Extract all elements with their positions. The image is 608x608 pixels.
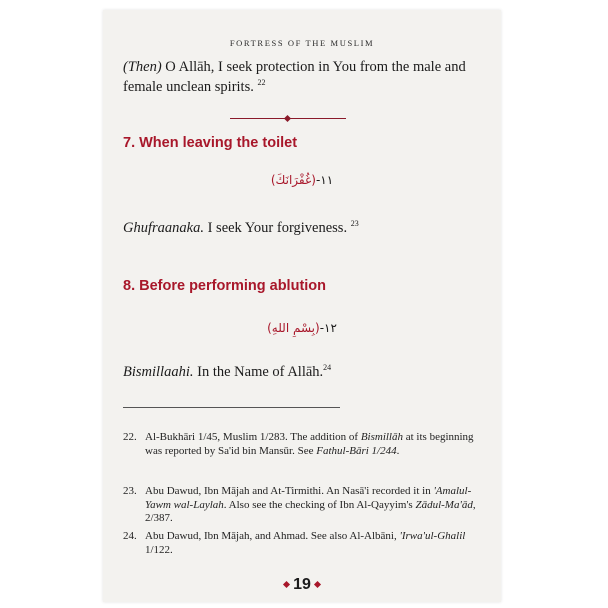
footnote-23 — [123, 485, 491, 526]
footnote-text: Abu Dawud, Ibn Mājah, and Ahmad. See also Al-Albāni, 'Irwa'ul-Ghalil 1/122. — [145, 530, 466, 556]
footnote-24 — [123, 530, 491, 557]
arabic-text-12: (بِسْمِ اللهِ) — [267, 321, 320, 335]
section-7-heading: 7. When leaving the toilet — [123, 135, 298, 151]
footnote-number: 24. — [123, 530, 137, 542]
diamond-left-icon — [283, 581, 290, 588]
page-number: 19 — [103, 576, 501, 594]
footnote-number: 22. — [123, 431, 137, 443]
protection-paragraph — [123, 57, 493, 97]
arabic-number-11: ١١- — [315, 173, 334, 187]
footnote-number: 23. — [123, 485, 137, 497]
ghufraanaka-translit: Ghufraanaka. — [123, 220, 204, 236]
ornamental-divider — [230, 118, 346, 119]
name-of-allah-text: In the Name of Allāh. — [193, 364, 324, 380]
arabic-supplication-12 — [103, 321, 501, 335]
ref-23: 23 — [350, 219, 359, 229]
diamond-right-icon — [314, 581, 321, 588]
section-8-heading: 8. Before performing ablution — [123, 278, 327, 294]
running-head: FORTRESS OF THE MUSLIM — [229, 38, 375, 48]
book-page — [103, 10, 501, 602]
footnote-text: Abu Dawud, Ibn Mājah and At-Tirmithi. An Nasā'i recorded it in 'Amalul-Yawm wal-Laylah. Also see the checking of Ibn Al-Qayyim's Zādul-Ma'ād, 2/387. — [145, 485, 476, 525]
forgiveness-text: I seek Your forgiveness. — [203, 220, 348, 236]
footnote-22 — [123, 431, 491, 458]
arabic-text-11: (غُفْرَانَكَ) — [270, 173, 316, 187]
arabic-number-12: ١٢- — [319, 321, 337, 335]
ref-22: 22 — [257, 78, 266, 88]
protection-text: O Allāh, I seek protection in You from the male and female unclean spirits. — [123, 59, 466, 95]
footnote-rule — [123, 407, 340, 408]
section-7-translation — [123, 218, 359, 238]
bismillaahi-translit: Bismillaahi. — [123, 364, 194, 380]
section-8-translation — [123, 362, 331, 382]
divider-diamond-icon — [284, 115, 291, 122]
arabic-supplication-11 — [103, 173, 501, 187]
ref-24: 24 — [323, 363, 332, 373]
then-word: (Then) — [123, 59, 162, 75]
footnote-text: Al-Bukhāri 1/45, Muslim 1/283. The addition of Bismillāh at its beginning was reported by Sa'id bin Mansūr. See Fathul-Bāri 1/244. — [145, 431, 474, 457]
